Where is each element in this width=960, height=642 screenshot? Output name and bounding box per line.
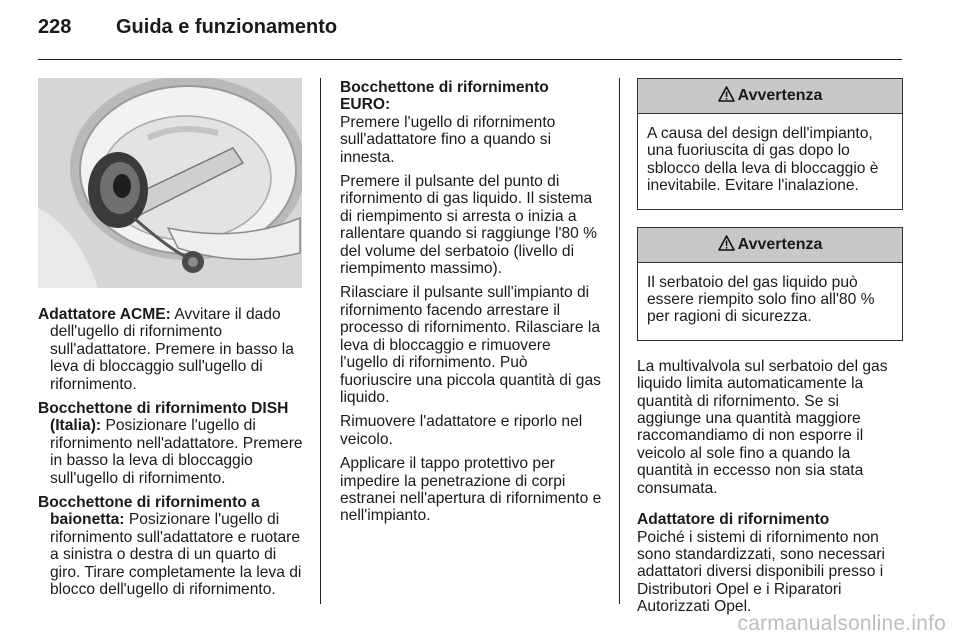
text-paragraph: Premere l'ugello di rifornimento sull'adattatore fino a quando si innesta. — [340, 113, 556, 166]
text-paragraph: Adattatore ACME: Avvitare il dado dell'ugello di rifornimento sull'adattatore. Premere in basso la leva di bloccaggio sull'ugello di rifornimento. — [38, 306, 294, 393]
page-header — [38, 16, 337, 39]
text-paragraph: Rimuovere l'adattatore e riporlo nel veicolo. — [340, 413, 583, 448]
watermark: carmanualsonline.info — [737, 612, 946, 635]
section-heading: Adattatore di rifornimento — [637, 511, 830, 529]
paragraph-label: Bocchettone di rifornimento a baionetta: — [38, 494, 260, 529]
warning-box — [637, 78, 903, 210]
warning-text: Il serbatoio del gas liquido può essere riempito solo fino all'80 % per ragioni di sicurezza. — [647, 273, 875, 326]
warning-title: Avvertenza — [737, 235, 823, 253]
fuel-filler-icon — [38, 78, 302, 288]
warning-header — [638, 79, 902, 114]
column-1 — [38, 78, 304, 606]
warning-box — [637, 227, 903, 341]
column-3 — [637, 78, 903, 623]
warning-triangle-icon — [718, 86, 735, 102]
section-heading: Bocchettone di rifornimento EURO: — [340, 79, 549, 114]
fuel-filler-adapter-illustration — [38, 78, 302, 288]
text-paragraph: La multivalvola sul serbatoio del gas liquido limita automaticamente la quantità di rifornimento. Se si aggiunge una quantità maggiore raccomandiamo di non esporre il veicolo al sole fino a quando la quantità in eccesso non sia stata consumata. — [637, 357, 888, 497]
page-number: 228 — [38, 16, 72, 38]
text-paragraph: Bocchettone di rifornimento a baionetta: Posizionare l'ugello di rifornimento sull'adattatore e ruotare a sinistra o destra di un quarto di giro. Tirare completamente la leva di blocco dell'ugello di rifornimento. — [38, 494, 302, 599]
paragraph-label: Bocchettone di rifornimento DISH (Italia): — [38, 400, 289, 435]
column-2 — [340, 79, 602, 532]
text-paragraph: Premere il pulsante del punto di rifornimento di gas liquido. Il sistema di riempimento si arresta o inizia a rallentare quando si raggiunge l'80 % del volume del serbatoio (livello di riempimento massimo). — [340, 173, 597, 278]
column-divider — [320, 78, 321, 604]
paragraph-label: Adattatore ACME: — [38, 306, 171, 323]
warning-triangle-icon — [718, 235, 735, 251]
text-paragraph: Applicare il tappo protettivo per impedire la penetrazione di corpi estranei nell'apertura di rifornimento e nell'impianto. — [340, 455, 602, 525]
text-paragraph: Rilasciare il pulsante sull'impianto di rifornimento facendo arrestare il processo di rifornimento. Rilasciare la leva di bloccaggio e rimuovere l'ugello di rifornimento. Può fuoriuscire una piccola quantità di gas liquido. — [340, 284, 601, 406]
header-rule — [38, 59, 902, 60]
page-title: Guida e funzionamento — [116, 16, 338, 38]
warning-title: Avvertenza — [737, 87, 823, 104]
warning-header — [638, 228, 902, 263]
column-divider — [619, 78, 620, 604]
text-paragraph: Poiché i sistemi di rifornimento non sono standardizzati, sono necessari adattatori diversi disponibili presso i Distributori Opel e i Riparatori Autorizzati Opel. — [637, 528, 885, 616]
warning-text: A causa del design dell'impianto, una fuoriuscita di gas dopo lo sblocco della leva di bloccaggio è inevitabile. Evitare l'inalazione. — [647, 125, 879, 195]
text-paragraph: Bocchettone di rifornimento DISH (Italia): Posizionare l'ugello di rifornimento nell'adattatore. Premere in basso la leva di bloccaggio sull'ugello di rifornimento. — [38, 400, 303, 487]
